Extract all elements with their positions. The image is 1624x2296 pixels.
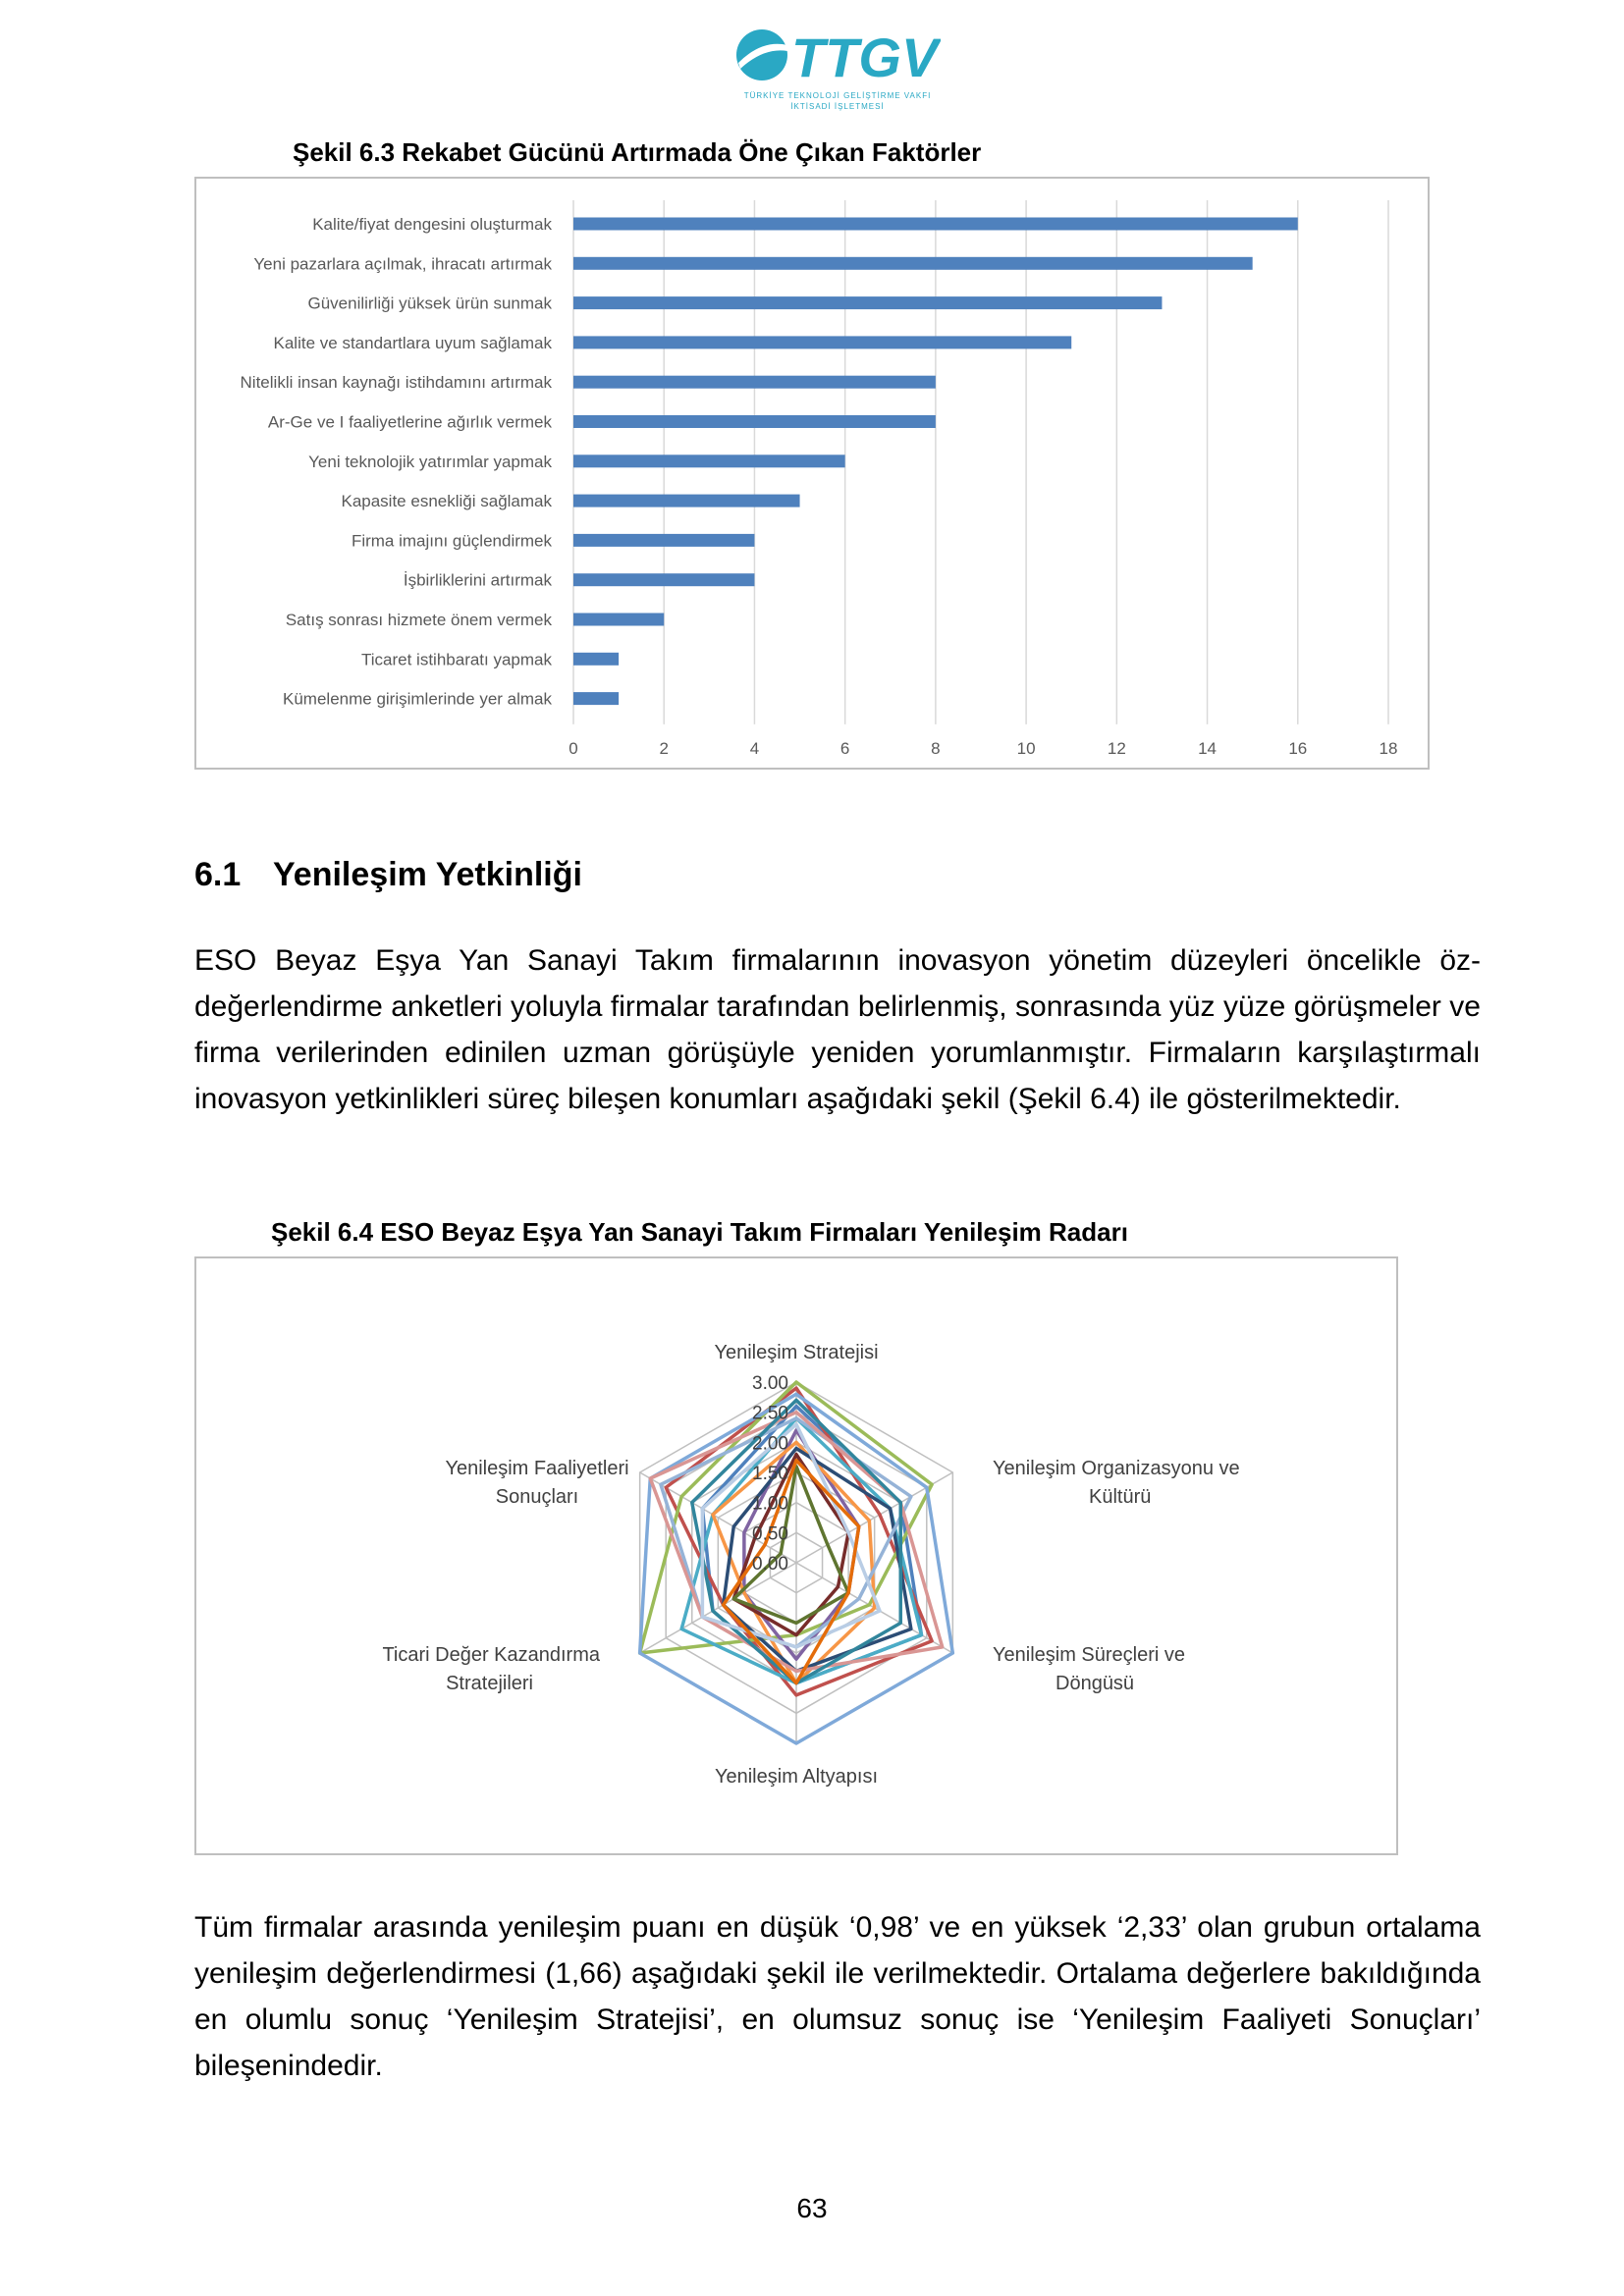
bar (573, 415, 936, 428)
x-tick-label: 8 (931, 738, 941, 758)
radar-axis-label (445, 1458, 628, 1508)
radar-axis-label-line: Kültürü (1089, 1486, 1152, 1508)
category-label: Kapasite esnekliği sağlamak (341, 492, 552, 511)
radar-axis-label (715, 1766, 878, 1788)
logo-subtitle-line-2: İKTİSADİ İŞLETMESİ (790, 102, 885, 111)
bar (573, 534, 754, 547)
x-tick-label: 14 (1198, 738, 1218, 758)
paragraph-1: ESO Beyaz Eşya Yan Sanayi Takım firmalarının inovasyon yönetim düzeyleri öncelikle öz-değerlendirme anketleri yoluyla firmalar tarafından belirlenmiş, sonrasında yüz yüze görüşmeler ve firma verilerinden edinilen uzman görüşüyle yeniden yorumlanmıştır. Firmaların karşılaştırmalı inovasyon yetkinlikleri süreç bileşen konumları aşağıdaki şekil (Şekil 6.4) ile gösterilmektedir. (194, 944, 1481, 1115)
category-label: Kalite/fiyat dengesini oluşturmak (312, 215, 552, 234)
x-tick-label: 4 (749, 738, 760, 758)
radar-axis-label-line: Sonuçları (495, 1486, 579, 1508)
x-tick-label: 12 (1107, 738, 1126, 758)
category-label: İşbirliklerini artırmak (403, 570, 552, 590)
radar-tick-label: 2.50 (752, 1403, 788, 1424)
radar-axis-label (382, 1644, 600, 1694)
bar (573, 692, 619, 705)
logo-subtitle-line-1: TÜRKİYE TEKNOLOJİ GELİŞTİRME VAKFI (743, 91, 932, 100)
x-tick-label: 16 (1288, 738, 1308, 758)
logo-circle-icon (736, 29, 787, 80)
category-label: Yeni pazarlara açılmak, ihracatı artırmak (253, 254, 552, 274)
category-label: Kalite ve standartlara uyum sağlamak (273, 333, 552, 352)
bar-chart-frame (194, 177, 1430, 770)
figure-6-4-caption: Şekil 6.4 ESO Beyaz Eşya Yan Sanayi Takım Firmaları Yenileşim Radarı (271, 1217, 1128, 1247)
paragraph-2: Tüm firmalar arasında yenileşim puanı en düşük ‘0,98’ ve en yüksek ‘2,33’ olan grubun ortalama yenileşim değerlendirmesi (1,66) aşağıdaki şekil ile verilmektedir. Ortalama değerlere bakıldığında en olumlu sonuç ‘Yenileşim Stratejisi’, en olumsuz sonuç ise ‘Yenileşim Faaliyeti Sonuçları’ bileşenindedir. (194, 1911, 1481, 2082)
bar-chart (196, 179, 1428, 768)
radar-axis-label (993, 1458, 1240, 1508)
bar (573, 257, 1253, 270)
radar-axis-label-line: Yenileşim Organizasyonu ve (993, 1458, 1240, 1479)
radar-tick-label: 0.50 (752, 1523, 788, 1545)
radar-chart (196, 1258, 1396, 1853)
radar-axis-label (714, 1342, 878, 1363)
radar-axis-label-line: Yenileşim Süreçleri ve (993, 1644, 1186, 1666)
category-label: Güvenilirliği yüksek ürün sunmak (307, 294, 552, 313)
category-label: Satış sonrası hizmete önem vermek (285, 611, 552, 629)
radar-axis-label-line: Yenileşim Stratejisi (714, 1342, 879, 1363)
radar-tick-label: 1.50 (752, 1464, 788, 1484)
figure-6-3-caption: Şekil 6.3 Rekabet Gücünü Artırmada Öne Çıkan Faktörler (293, 137, 982, 167)
category-label: Ticaret istihbaratı yapmak (361, 650, 552, 669)
radar-tick-label: 3.00 (752, 1373, 788, 1394)
bar (573, 573, 754, 586)
radar-axis-label-line: Ticari Değer Kazandırma (382, 1644, 600, 1666)
radar-axis-label-line: Döngüsü (1056, 1673, 1135, 1694)
section-title: Yenileşim Yetkinliği (273, 856, 582, 893)
category-label: Nitelikli insan kaynağı istihdamını artırmak (240, 373, 552, 393)
radar-axis-label-line: Stratejileri (446, 1673, 533, 1694)
page-number: 63 (796, 2193, 828, 2223)
radar-tick-label: 0.00 (752, 1554, 788, 1575)
category-label: Ar-Ge ve I faaliyetlerine ağırlık vermek (267, 412, 552, 432)
category-label: Kümelenme girişimlerinde yer almak (283, 689, 552, 709)
radar-axis-label-line: Yenileşim Faaliyetleri (445, 1458, 629, 1479)
x-tick-label: 6 (839, 738, 850, 758)
x-tick-label: 2 (659, 738, 669, 758)
x-tick-label: 10 (1016, 738, 1036, 758)
bar (573, 454, 845, 467)
radar-axis-label (993, 1644, 1185, 1694)
radar-axis-label-line: Yenileşim Altyapısı (714, 1766, 879, 1788)
category-label: Yeni teknolojik yatırımlar yapmak (308, 452, 552, 471)
category-label: Firma imajını güçlendirmek (351, 531, 552, 551)
bar (573, 614, 664, 626)
section-heading (194, 856, 582, 894)
logo-wordmark: TTGV (791, 27, 939, 88)
x-tick-label: 18 (1379, 738, 1398, 758)
bar (573, 495, 800, 507)
bar (573, 218, 1298, 231)
bar (573, 376, 936, 389)
bar (573, 296, 1162, 309)
radar-tick-label: 2.00 (752, 1433, 788, 1455)
x-tick-label: 0 (568, 738, 578, 758)
section-number: 6.1 (194, 856, 242, 893)
radar-tick-label: 1.00 (752, 1493, 788, 1515)
bar (573, 336, 1071, 348)
radar-chart-frame (194, 1256, 1398, 1855)
logo-subtitle (734, 90, 941, 112)
bar (573, 653, 619, 666)
